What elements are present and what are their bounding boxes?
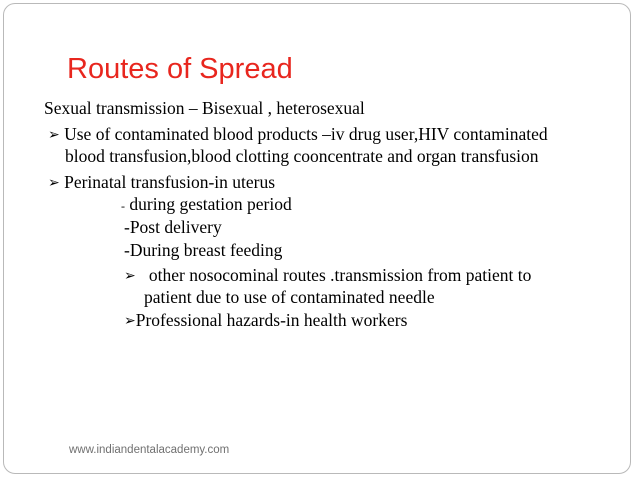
- sub-item-post-delivery: -Post delivery: [124, 217, 222, 237]
- bullet-perinatal: [48, 172, 275, 193]
- footer-url: www.indiandentalacademy.com: [69, 444, 230, 456]
- bullet-text: Professional hazards-in health workers: [135, 310, 408, 330]
- bullet-nosocomial: [124, 265, 531, 286]
- sub-item-text: during gestation period: [125, 194, 292, 214]
- line-sexual-transmission: Sexual transmission – Bisexual , heterosexual: [44, 98, 365, 118]
- bullet-text: other nosocominal routes .transmission from patient to: [148, 265, 532, 285]
- bullet-contaminated-blood: [48, 124, 548, 145]
- arrow-bullet-icon: ➢: [124, 268, 136, 284]
- bullet-text: Perinatal transfusion-in uterus: [64, 172, 276, 192]
- dash-marker: -: [121, 199, 125, 213]
- bullet-nosocomial-cont: patient due to use of contaminated needle: [144, 287, 435, 307]
- slide-title: Routes of Spread: [67, 53, 293, 85]
- bullet-professional-hazards: [124, 310, 407, 331]
- sub-item-breast-feeding: -During breast feeding: [124, 240, 283, 260]
- bullet-contaminated-blood-cont: blood transfusion,blood clotting cooncentrate and organ transfusion: [65, 146, 539, 166]
- arrow-bullet-icon: ➢: [48, 127, 60, 143]
- sub-item-gestation: [121, 194, 292, 216]
- arrow-bullet-icon: ➢: [124, 313, 136, 329]
- bullet-text: Use of contaminated blood products –iv drug user,HIV contaminated: [64, 124, 548, 144]
- arrow-bullet-icon: ➢: [48, 175, 60, 191]
